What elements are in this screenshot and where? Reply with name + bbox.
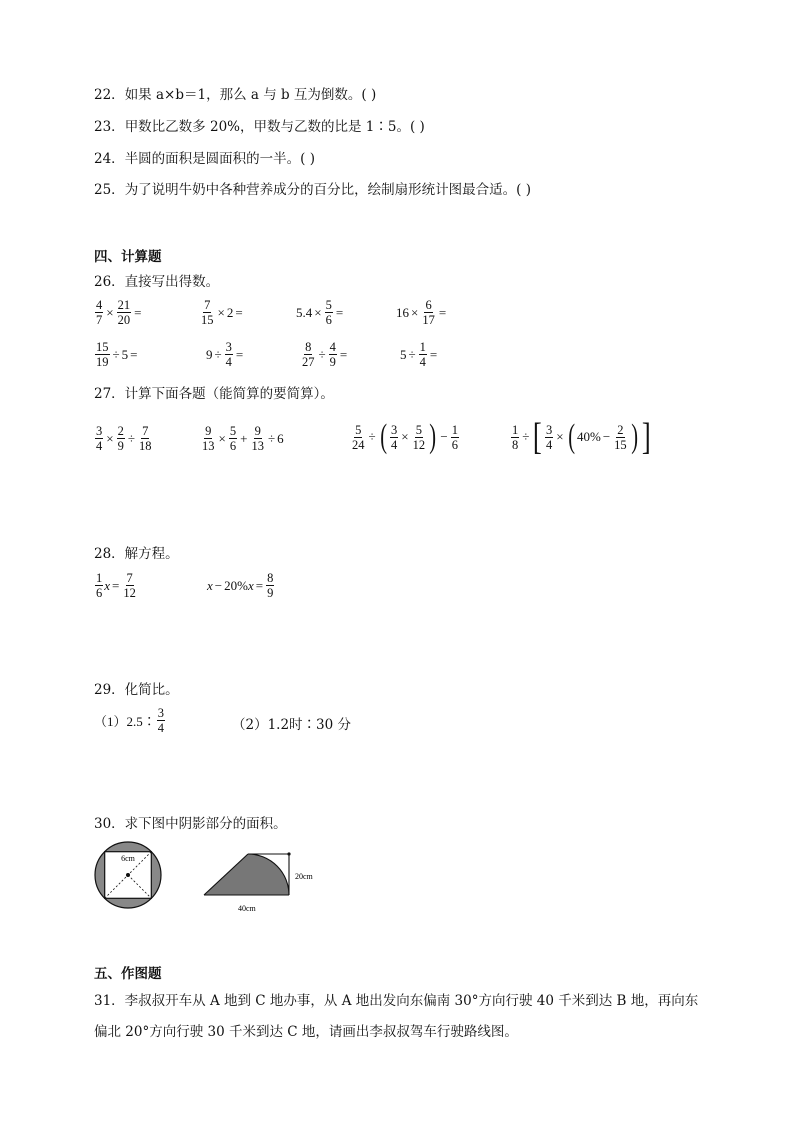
circle-square-figure bbox=[93, 840, 163, 910]
calc-26-8: 5 ÷ $\frac{1}{4}$ = bbox=[400, 340, 438, 369]
calc-26-2: $\frac{7}{15}$ × 2 = bbox=[201, 298, 243, 327]
question-29: 29．化简比。 bbox=[94, 682, 179, 698]
question-22: 22．如果 a×b＝1，那么 a 与 b 互为倒数。( ) bbox=[94, 87, 377, 103]
calc-26-3: 5.4 × $\frac{5}{6}$ = bbox=[296, 298, 344, 327]
calc-27-2: $\frac{9}{13}$ × $\frac{5}{6}$ + $\frac{9}{13}$ ÷ 6 bbox=[202, 424, 284, 453]
triangle-quartercircle-figure bbox=[200, 848, 330, 918]
ratio-29-2: （2）1.2时∶30 分 bbox=[232, 717, 352, 733]
calc-26-5: $\frac{15}{19}$ ÷ 5 = bbox=[96, 340, 138, 369]
figure2-height-label: 20cm bbox=[295, 872, 313, 881]
calc-26-6: 9 ÷ $\frac{3}{4}$ = bbox=[206, 340, 244, 369]
section-5-title: 五、作图题 bbox=[94, 966, 162, 982]
question-31-line1: 31．李叔叔开车从 A 地到 C 地办事，从 A 地出发向东偏南 30°方向行驶 40 千米到达 B 地，再向东 bbox=[94, 993, 699, 1009]
calc-26-1: $\frac{4}{7}$ × $\frac{21}{20}$ = bbox=[96, 298, 142, 327]
figure2-width-label: 40cm bbox=[238, 904, 256, 913]
equation-28-1: $\frac{1}{6}$ x = $\frac{7}{12}$ bbox=[96, 571, 136, 600]
question-28: 28．解方程。 bbox=[94, 546, 179, 562]
question-27: 27．计算下面各题（能简算的要简算）。 bbox=[94, 386, 334, 402]
question-31-line2: 偏北 20°方向行驶 30 千米到达 C 地，请画出李叔叔驾车行驶路线图。 bbox=[94, 1024, 518, 1040]
calc-27-4: $\frac{1}{8}$ ÷ [ $\frac{3}{4}$ × ( 40% − $\frac{2}{15}$ ) ] bbox=[512, 416, 651, 458]
ratio-29-1: （1）2.5∶ $\frac{3}{4}$ bbox=[94, 706, 165, 735]
question-26: 26．直接写出得数。 bbox=[94, 274, 220, 290]
question-30: 30．求下图中阴影部分的面积。 bbox=[94, 816, 287, 832]
section-4-title: 四、计算题 bbox=[94, 249, 162, 265]
question-25: 25．为了说明牛奶中各种营养成分的百分比，绘制扇形统计图最合适。( ) bbox=[94, 182, 532, 198]
question-24: 24．半圆的面积是圆面积的一半。( ) bbox=[94, 151, 316, 167]
equation-28-2: x − 20% x = $\frac{8}{9}$ bbox=[207, 571, 274, 600]
calc-26-7: $\frac{8}{27}$ ÷ $\frac{4}{9}$ = bbox=[302, 340, 348, 369]
question-23: 23．甲数比乙数多 20%，甲数与乙数的比是 1∶5。( ) bbox=[94, 119, 425, 135]
calc-26-4: 16 × $\frac{6}{17}$ = bbox=[396, 298, 447, 327]
calc-27-1: $\frac{3}{4}$ × $\frac{2}{9}$ ÷ $\frac{7}{18}$ bbox=[96, 424, 152, 453]
figure1-label: 6cm bbox=[121, 854, 135, 863]
calc-27-3: $\frac{5}{24}$ ÷ ( $\frac{3}{4}$ × $\frac{5}{12}$ ) − $\frac{1}{6}$ bbox=[352, 418, 458, 455]
